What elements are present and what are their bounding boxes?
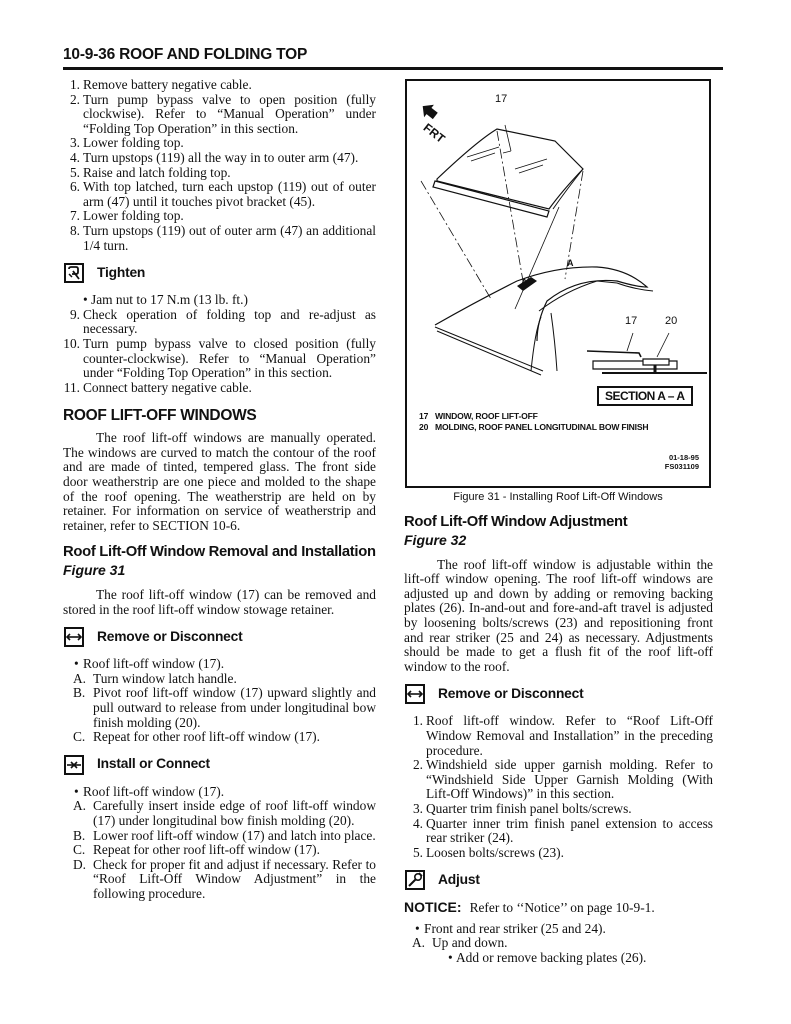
legend-item: 17 WINDOW, ROOF LIFT-OFF: [419, 411, 538, 421]
list-item: D. Check for proper fit and adjust if necessary. Refer to “Roof Lift-Off Window Adjustment” in the following procedure.: [73, 856, 376, 901]
callout-17: 17: [495, 93, 508, 105]
figure-31: [405, 79, 711, 488]
figure-reference[interactable]: Figure 32: [404, 532, 467, 548]
list-item: A. Up and down.: [412, 935, 508, 951]
adjust-wrench-icon: [405, 870, 425, 890]
page-header: [63, 46, 723, 70]
list-item: 3. Quarter trim finish panel bolts/screws.: [412, 800, 632, 816]
figure-legend: [419, 411, 648, 433]
remove-heading: Remove or Disconnect: [404, 682, 713, 706]
callout-17-section: 17: [625, 315, 638, 327]
remove-substeps: [63, 672, 376, 745]
list-item: 1. Remove battery negative cable.: [69, 77, 252, 92]
adjust-heading: Adjust: [404, 868, 713, 892]
notice-label: NOTICE:: [404, 899, 462, 916]
steps-list-a: [63, 78, 376, 253]
figure-code: 01-18-95 FS031109: [664, 453, 699, 471]
install-connect-icon: [64, 755, 84, 775]
list-item: 6. With top latched, turn each upstop (119) out of outer arm (47) until it touches pivot bracket (45).: [69, 179, 376, 209]
adjust-substeps: [402, 936, 713, 951]
list-item: 1. Roof lift-off window. Refer to “Roof Lift-Off Window Removal and Installation” in the preceding procedure.: [412, 713, 713, 758]
page-title: 10-9-36 ROOF AND FOLDING TOP: [63, 46, 308, 63]
legend-item: 20 MOLDING, ROOF PANEL LONGITUDINAL BOW FINISH: [419, 422, 649, 432]
header-rule: [63, 67, 723, 70]
tighten-bullet: • Jam nut to 17 N.m (13 lb. ft.): [83, 292, 248, 308]
list-item: 10. Turn pump bypass valve to closed position (fully counter-clockwise). Refer to “Manual Operation” under “Folding Top Operation” in this section.: [63, 335, 376, 381]
remove-bullet: • Roof lift-off window (17).: [74, 656, 225, 672]
removal-heading: Roof Lift-Off Window Removal and Installation: [63, 544, 376, 561]
list-item: C. Repeat for other roof lift-off window (17).: [73, 729, 320, 745]
list-item: 5. Loosen bolts/screws (23).: [412, 844, 564, 860]
install-substeps: [63, 799, 376, 901]
adjustment-heading: Roof Lift-Off Window Adjustment: [404, 514, 628, 530]
list-item: 4. Turn upstops (119) all the way in to outer arm (47).: [69, 149, 359, 165]
remove-heading: Remove or Disconnect: [63, 625, 376, 649]
removal-paragraph: The roof lift-off window (17) can be removed and stored in the roof lift-off window stowage retainer.: [63, 587, 376, 617]
adjust-bullet: • Front and rear striker (25 and 24).: [415, 920, 606, 936]
list-item: 7. Lower folding top.: [69, 208, 184, 224]
list-item: 2. Windshield side upper garnish molding. Refer to “Windshield Side Upper Garnish Molding (With Lift-Off Windows)” in this section.: [412, 757, 713, 802]
front-label: FRT: [420, 120, 448, 146]
callout-20-section: 20: [665, 315, 678, 327]
adjustment-paragraph: The roof lift-off window is adjustable within the lift-off window opening. The roof lift-off windows are adjusted up and down by adding or removing backing plates (26). In-and-out and fore-and-aft travel is adjusted by loosening bolts/screws (23) and repositioning front and rear striker (25 and 24) as necessary. Adjustments should be made to get a flush fit of the roof lift-off window to the roof.: [404, 556, 713, 674]
right-column: [404, 513, 713, 966]
install-heading: Install or Connect: [63, 753, 376, 777]
list-item: A. Turn window latch handle.: [73, 670, 237, 686]
remove-disconnect-icon: [405, 684, 425, 704]
section-marker-a: A: [521, 277, 528, 287]
front-arrow-icon: [418, 100, 440, 122]
figure-reference[interactable]: Figure 31: [63, 562, 126, 579]
remove-steps: [406, 714, 713, 860]
tighten-heading: Tighten: [63, 261, 376, 285]
list-item: 11. Connect battery negative cable.: [63, 379, 252, 395]
left-column: [63, 78, 376, 902]
figure-caption: Figure 31 - Installing Roof Lift-Off Windows: [453, 491, 663, 503]
notice: [404, 900, 713, 916]
list-item: B. Lower roof lift-off window (17) and latch into place.: [73, 827, 376, 843]
list-item: 8. Turn upstops (119) out of outer arm (47) an additional 1/4 turn.: [69, 222, 376, 253]
list-item: A. Carefully insert inside edge of roof lift-off window (17) under longitudinal bow finish molding (20).: [73, 798, 376, 828]
list-item: 5. Raise and latch folding top.: [69, 164, 231, 180]
tighten-icon: [64, 263, 84, 283]
steps-list-b: [63, 308, 376, 396]
install-bullet: • Roof lift-off window (17).: [74, 783, 225, 799]
notice-text: Refer to ‘‘Notice’’ on page 10-9-1.: [469, 900, 655, 916]
section-marker-a: A: [567, 258, 574, 268]
list-item: 4. Quarter inner trim finish panel extension to access rear striker (24).: [412, 815, 713, 846]
list-item: 9. Check operation of folding top and re-adjust as necessary.: [69, 306, 376, 337]
section-heading: ROOF LIFT-OFF WINDOWS: [63, 407, 257, 425]
list-item: C. Repeat for other roof lift-off window (17).: [73, 842, 320, 858]
remove-disconnect-icon: [64, 627, 84, 647]
list-item: B. Pivot roof lift-off window (17) upward slightly and pull outward to release from under longitudinal bow finish molding (20).: [73, 685, 376, 730]
list-item: 3. Lower folding top.: [69, 135, 184, 151]
section-a-a-label: SECTION A – A: [597, 386, 693, 406]
section-paragraph: The roof lift-off windows are manually operated. The windows are curved to match the contour of the roof and are made of tinted, tempered glass. The front side door weatherstrip are one piece and molded to the shape of the roof opening. The weatherstrip are held on by retainer. For information on service of weatherstrip and retainer, refer to SECTION 10-6.: [63, 430, 376, 533]
adjust-sub-bullet: • Add or remove backing plates (26).: [448, 950, 647, 966]
list-item: 2. Turn pump bypass valve to open position (fully clockwise). Refer to “Manual Operation” under “Folding Top Operation” in this section.: [69, 91, 376, 136]
